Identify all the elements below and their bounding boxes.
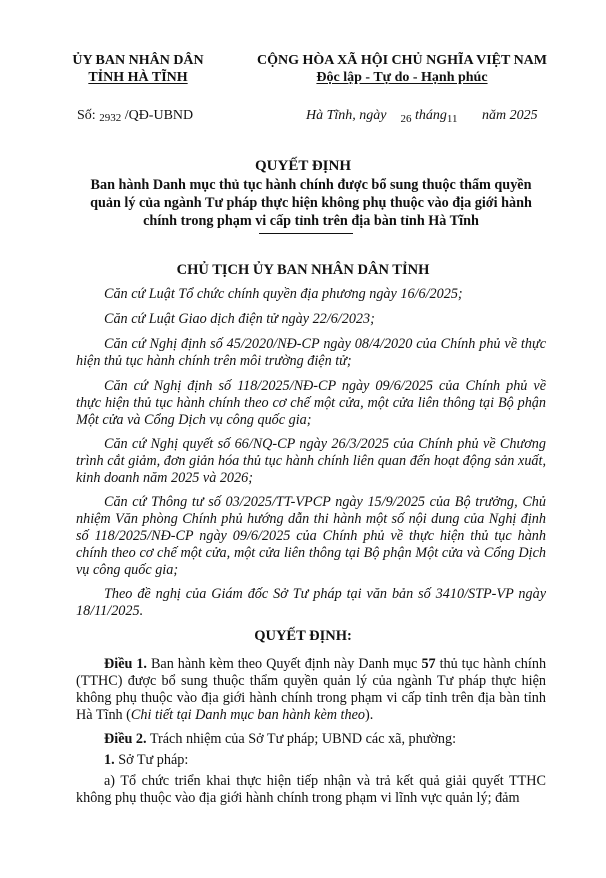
legal-basis: Theo đề nghị của Giám đốc Sở Tư pháp tại văn bản số 3410/STP-VP ngày 18/11/2025. [76, 586, 546, 619]
legal-basis: Căn cứ Luật Tổ chức chính quyền địa phương ngày 16/6/2025; [104, 286, 463, 302]
issuing-authority: CHỦ TỊCH ỦY BAN NHÂN DÂN TỈNH [176, 262, 430, 278]
procedure-count: 57 [421, 656, 436, 672]
document-subject: Ban hành Danh mục thủ tục hành chính được bổ sung thuộc thẩm quyền quản lý của ngành Tư pháp thực hiện không phụ thuộc vào địa giới hành chính trong phạm vi cấp tỉnh trên địa bàn tỉnh Hà Tĩnh [90, 177, 532, 229]
legal-basis: Căn cứ Luật Giao dịch điện tử ngày 22/6/2023; [104, 311, 375, 327]
decision-heading: QUYẾT ĐỊNH: [254, 628, 352, 644]
document-number: Số: 2932 /QĐ-UBND [77, 108, 194, 124]
legal-basis: Căn cứ Thông tư số 03/2025/TT-VPCP ngày 15/9/2025 của Bộ trưởng, Chủ nhiệm Văn phòng Chính phủ hướng dẫn thi hành một số nội dung của Nghị định số 118/2025/NĐ-CP ngày 09/6/2025 của Chính phủ về thực hiện thủ tục hành chính theo cơ chế một cửa, một cửa liên thông tại Bộ phận Một cửa và Cổng Dịch vụ công quốc gia; [76, 494, 546, 578]
national-heading [232, 52, 572, 86]
nation-name: CỘNG HÒA XÃ HỘI CHỦ NGHĨA VIỆT NAM [256, 53, 547, 68]
item-1a: a) Tổ chức triển khai thực hiện tiếp nhận và trả kết quả giải quyết TTHC không phụ thuộc vào địa giới hành chính trong phạm vi lĩnh vực quản lý; đảm [76, 773, 546, 806]
document-type: QUYẾT ĐỊNH [255, 158, 351, 174]
date-day: 26 [400, 113, 412, 125]
document-number-value: 2932 [99, 112, 122, 124]
legal-basis: Căn cứ Nghị định số 45/2020/NĐ-CP ngày 08/4/2020 của Chính phủ về thực hiện thủ tục hành chính trên môi trường điện tử; [76, 336, 546, 369]
issuing-agency [58, 52, 218, 86]
article-2-label: Điều 2. [104, 731, 147, 747]
article-1-note: Chi tiết tại Danh mục ban hành kèm theo [130, 707, 365, 723]
article-2: Điều 2. Trách nhiệm của Sở Tư pháp; UBND các xã, phường: [104, 731, 457, 747]
subject-underline [259, 233, 353, 234]
item-1: 1. Sở Tư pháp: [104, 752, 189, 768]
legal-basis: Căn cứ Nghị quyết số 66/NQ-CP ngày 26/3/2025 của Chính phủ về Chương trình cắt giảm, đơn giản hóa thủ tục hành chính liên quan đến hoạt động sản xuất, kinh doanh năm 2025 và 2026; [76, 436, 546, 486]
agency-line-2: TỈNH HÀ TĨNH [88, 70, 188, 85]
date-month: 11 [446, 113, 458, 125]
article-1-label: Điều 1. [104, 656, 147, 672]
article-1: Điều 1. Ban hành kèm theo Quyết định này Danh mục 57 thủ tục hành chính (TTHC) được bổ sung thuộc thẩm quyền quản lý của ngành Tư pháp thực hiện không phụ thuộc vào địa giới hành chính trong phạm vi cấp tỉnh trên địa bàn tỉnh Hà Tĩnh (Chi tiết tại Danh mục ban hành kèm theo). [76, 656, 547, 723]
legal-basis: Căn cứ Nghị định số 118/2025/NĐ-CP ngày 09/6/2025 của Chính phủ về thực hiện thủ tục hành chính theo cơ chế một cửa, một cửa liên thông tại Bộ phận Một cửa và Cổng Dịch vụ công quốc gia; [76, 378, 546, 428]
agency-line-1: ỦY BAN NHÂN DÂN [72, 53, 204, 68]
place-and-date: Hà Tĩnh, ngày $_{26}$ tháng$_{11}$ năm 2025 [306, 108, 538, 125]
item-1-label: 1. [104, 752, 115, 768]
national-motto: Độc lập - Tự do - Hạnh phúc [316, 70, 488, 85]
